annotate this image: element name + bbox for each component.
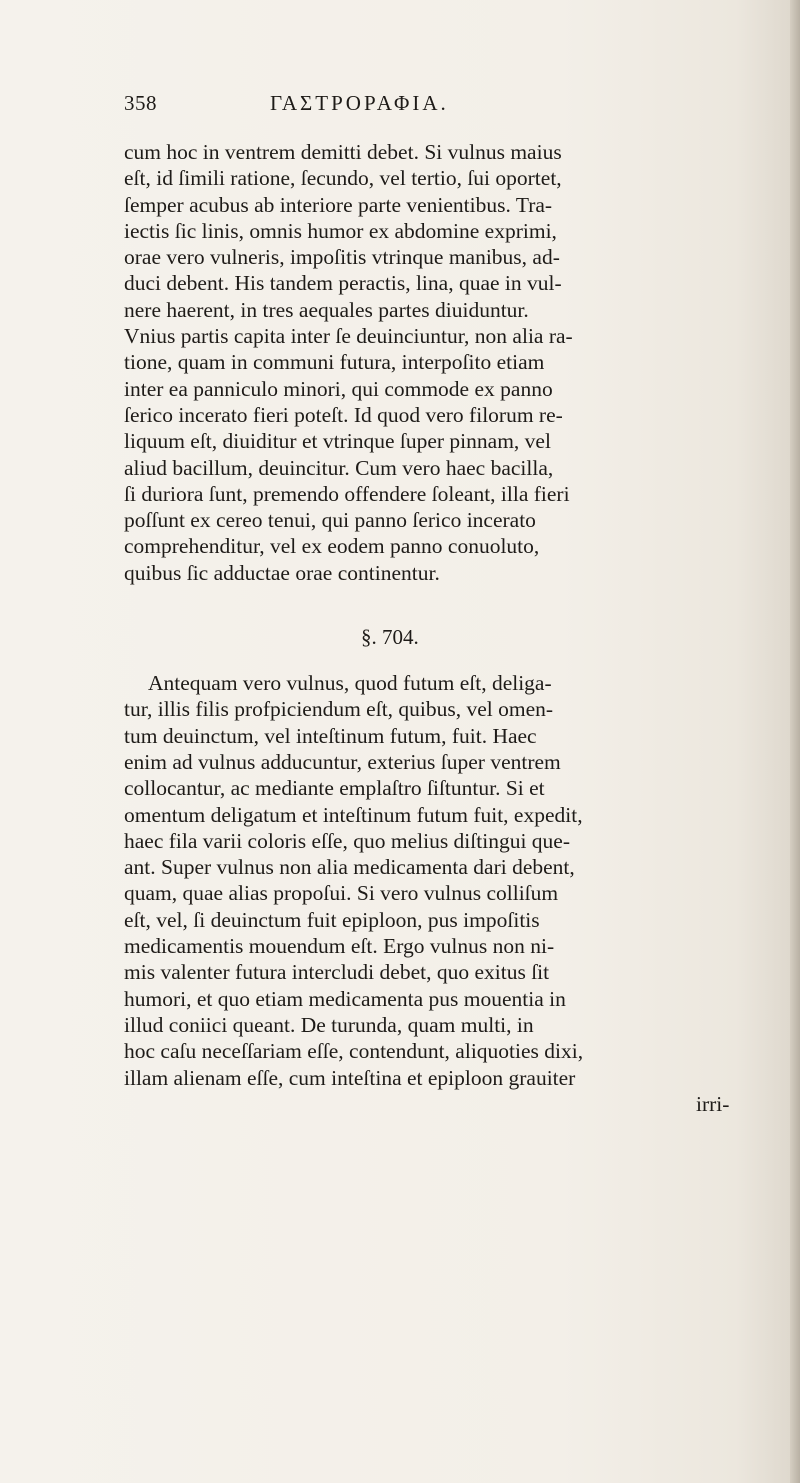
catchword: irri- <box>696 1091 730 1116</box>
paragraph-2 <box>124 670 774 1091</box>
page-number: 358 <box>124 91 157 115</box>
text-line: haec fila varii coloris eſſe, quo melius diſtingui que- <box>124 828 570 853</box>
text-line: iectis ſic linis, omnis humor ex abdomine exprimi, <box>124 218 557 243</box>
paragraph-1 <box>124 139 774 586</box>
page-edge-shadow <box>790 0 800 1483</box>
text-line: eſt, id ſimili ratione, ſecundo, vel tertio, ſui oportet, <box>124 166 562 191</box>
text-line: tum deuinctum, vel inteſtinum futum, fuit. Haec <box>124 723 537 748</box>
text-line: tione, quam in communi futura, interpoſito etiam <box>124 350 545 375</box>
section-heading: §. 704. <box>361 625 419 650</box>
text-line: ſemper acubus ab interiore parte venientibus. Tra- <box>124 192 553 217</box>
text-line: aliud bacillum, deuincitur. Cum vero haec bacilla, <box>124 455 554 480</box>
text-line: quibus ſic adductae orae continentur. <box>124 560 440 585</box>
text-line: Antequam vero vulnus, quod futum eſt, deliga- <box>148 671 552 696</box>
text-line: orae vero vulneris, impoſitis vtrinque manibus, ad- <box>124 245 560 270</box>
text-line: liquum eſt, diuiditur et vtrinque ſuper pinnam, vel <box>124 429 551 454</box>
text-line: omentum deligatum et inteſtinum futum fuit, expedit, <box>124 802 583 827</box>
running-head: ΓΑΣΤΡΟΡΑΦΙΑ. <box>270 91 449 115</box>
text-line: humori, et quo etiam medicamenta pus mouentia in <box>124 986 566 1011</box>
text-line: quam, quae alias propoſui. Si vero vulnus colliſum <box>124 881 559 906</box>
text-line: ſerico incerato fieri poteſt. Id quod vero filorum re- <box>124 402 563 427</box>
text-line: cum hoc in ventrem demitti debet. Si vulnus maius <box>124 140 562 164</box>
text-line: eſt, vel, ſi deuinctum fuit epiploon, pus impoſitis <box>124 907 540 932</box>
text-line: medicamentis mouendum eſt. Ergo vulnus non ni- <box>124 934 555 959</box>
text-line: hoc caſu neceſſariam eſſe, contendunt, aliquoties dixi, <box>124 1039 584 1064</box>
text-line: tur, illis filis profpiciendum eſt, quibus, vel omen- <box>124 697 554 722</box>
page-body <box>124 139 774 1117</box>
text-line: collocantur, ac mediante emplaſtro ſiſtuntur. Si et <box>124 776 545 801</box>
text-line: mis valenter futura intercludi debet, quo exitus ſit <box>124 960 550 985</box>
text-line: Vnius partis capita inter ſe deuinciuntur, non alia ra- <box>124 324 573 349</box>
text-line: poſſunt ex cereo tenui, qui panno ſerico incerato <box>124 508 536 533</box>
page-header <box>124 91 744 121</box>
text-line: enim ad vulnus adducuntur, exterius ſuper ventrem <box>124 749 561 774</box>
text-line: inter ea panniculo minori, qui commode ex panno <box>124 376 553 401</box>
text-line: duci debent. His tandem peractis, lina, quae in vul- <box>124 271 562 296</box>
text-line: comprehenditur, vel ex eodem panno conuoluto, <box>124 534 540 559</box>
text-line: ant. Super vulnus non alia medicamenta dari debent, <box>124 855 575 880</box>
text-line: nere haerent, in tres aequales partes diuiduntur. <box>124 297 529 322</box>
text-line: illud coniici queant. De turunda, quam multi, in <box>124 1012 534 1037</box>
text-line: ſi duriora ſunt, premendo offendere ſoleant, illa fieri <box>124 481 570 506</box>
text-line: illam alienam eſſe, cum inteſtina et epiploon grauiter <box>124 1065 576 1090</box>
